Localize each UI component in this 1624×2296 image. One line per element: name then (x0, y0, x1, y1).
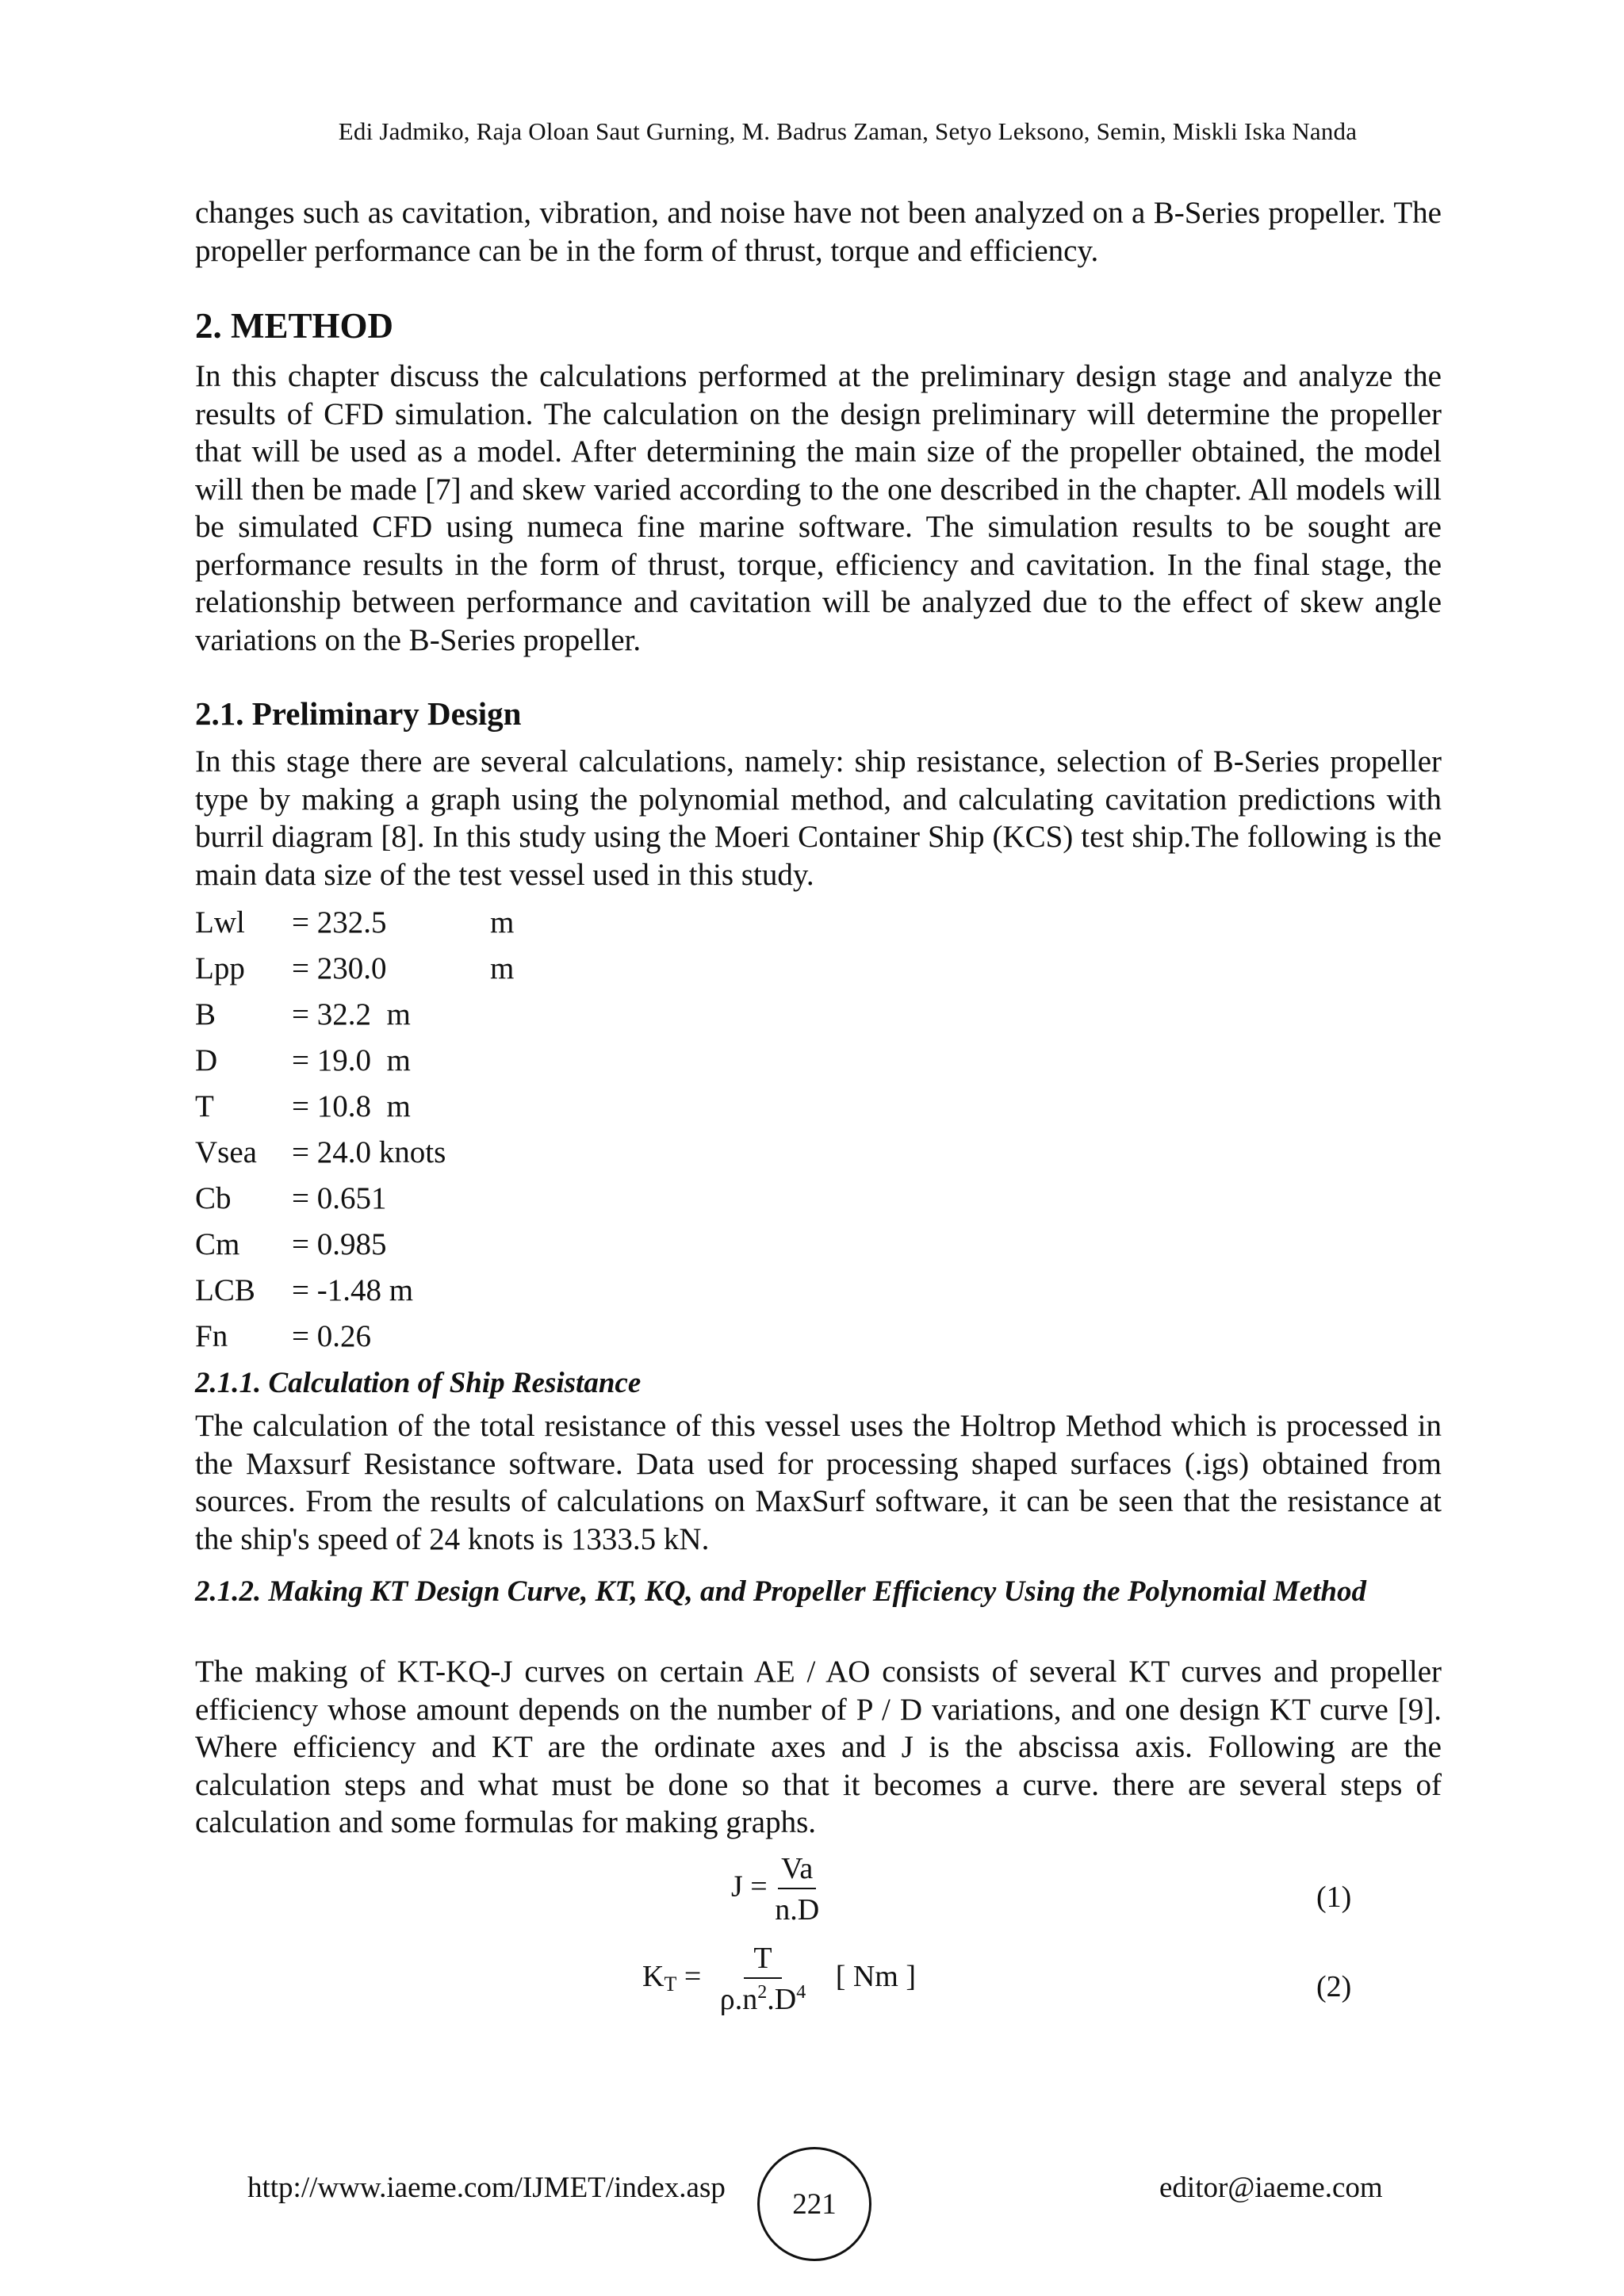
ship-data-label: Fn (195, 1319, 228, 1353)
ship-data-unit: m (490, 905, 515, 939)
page-number: 221 (792, 2187, 837, 2221)
ship-data-value: = 0.651 (292, 1181, 387, 1215)
method-text: In this chapter discuss the calculations performed at the preliminary design stage and analyze the results of CFD simulation. The calculation on the design preliminary will determine the propeller that will be used as a model. After determining the main size of the propeller obtained, the model will then be made [7] and skew varied according to the one described in the chapter. All models will be simulated CFD using numeca fine marine software. The simulation results to be sought are performance results in the form of thrust, torque, efficiency and cavitation. In the final stage, the relationship between performance and cavitation will be analyzed due to the effect of skew angle variations on the B-Series propeller. (195, 359, 1442, 657)
ship-data-value: = 24.0 knots (292, 1135, 446, 1169)
section-heading-method: 2. METHOD (195, 306, 394, 346)
eq1-lhs: J = (731, 1869, 768, 1904)
equation-2 (642, 1941, 916, 2017)
ship-data-value: = 230.0 (292, 951, 387, 985)
ship-data-label: T (195, 1089, 214, 1123)
footer-url-link[interactable]: http://www.iaeme.com/IJMET/index.asp (247, 2172, 726, 2204)
ship-data-value: = 32.2 m (292, 997, 411, 1031)
subsection-heading-prelim: 2.1. Preliminary Design (195, 695, 522, 732)
method-body (195, 358, 1442, 659)
eq2-numerator: T (744, 1941, 781, 1979)
subsubsection-heading-resistance: 2.1.1. Calculation of Ship Resistance (195, 1367, 642, 1399)
ship-data-list (195, 900, 750, 1360)
ship-data-row (195, 992, 750, 1038)
eq2-denominator: $\rho.n^2.D^4$ (719, 1982, 806, 2016)
footer-email-link[interactable]: editor@iaeme.com (1159, 2172, 1383, 2204)
ship-data-row (195, 1268, 750, 1314)
ship-data-row (195, 1038, 750, 1084)
ship-data-value: = 232.5 (292, 905, 387, 939)
equation-1-number: (1) (1316, 1881, 1352, 1914)
prelim-section (195, 695, 1442, 733)
ship-data-label: Cb (195, 1181, 232, 1215)
ship-data-label: Cm (195, 1227, 240, 1261)
ship-data-value: = -1.48 m (292, 1273, 414, 1307)
ship-data-label: LCB (195, 1273, 255, 1307)
running-header: Edi Jadmiko, Raja Oloan Saut Gurning, M. Badrus Zaman, Setyo Leksono, Semin, Miskli Iska Nanda (338, 117, 1358, 145)
eq2-unit: [ Nm ] (835, 1959, 917, 1993)
ship-data-row (195, 1130, 750, 1176)
ship-data-row (195, 900, 750, 946)
eq2-fraction (720, 1941, 806, 2017)
ship-data-value: = 19.0 m (292, 1043, 411, 1077)
intro-paragraph-tail (195, 194, 1442, 270)
kt-section (195, 1574, 1432, 1610)
ship-data-label: Lpp (195, 951, 245, 985)
intro-text: changes such as cavitation, vibration, and noise have not been analyzed on a B-Series propeller. The propeller performance can be in the form of thrust, torque and efficiency. (195, 196, 1442, 268)
ship-data-row (195, 1222, 750, 1268)
ship-data-label: Lwl (195, 905, 245, 939)
ship-data-unit: m (490, 951, 515, 985)
ship-data-value: = 0.985 (292, 1227, 387, 1261)
ship-data-label: D (195, 1043, 218, 1077)
eq1-denominator: n.D (775, 1893, 820, 1927)
ship-data-row (195, 946, 750, 992)
prelim-body (195, 743, 1442, 894)
resistance-section (195, 1365, 1442, 1402)
ship-data-label: B (195, 997, 216, 1031)
ship-data-value: = 0.26 (292, 1319, 371, 1353)
equation-2-number: (2) (1316, 1970, 1352, 2003)
kt-body (195, 1653, 1442, 1842)
ship-data-row (195, 1314, 750, 1360)
method-section (195, 305, 1442, 346)
equation-1 (731, 1851, 819, 1927)
ship-data-row (195, 1084, 750, 1130)
ship-data-label: Vsea (195, 1135, 257, 1169)
eq1-numerator: Va (778, 1851, 816, 1889)
resistance-body (195, 1407, 1442, 1558)
resistance-text: The calculation of the total resistance of this vessel uses the Holtrop Method which is processed in the Maxsurf Resistance software. Data used for processing shaped surfaces (.igs) obtained from sources. From the results of calculations on MaxSurf software, it can be seen that the resistance at the ship's speed of 24 knots is 1333.5 kN. (195, 1409, 1442, 1556)
ship-data-value: = 10.8 m (292, 1089, 411, 1123)
subsubsection-heading-kt: 2.1.2. Making KT Design Curve, KT, KQ, and Propeller Efficiency Using the Polynomial Method (195, 1575, 1366, 1608)
eq2-lhs: $K_T$ = (642, 1959, 702, 1996)
page-number-circle (757, 2147, 871, 2261)
kt-text: The making of KT-KQ-J curves on certain AE / AO consists of several KT curves and propeller efficiency whose amount depends on the number of P / D variations, and one design KT curve [9]. Where efficiency and KT are the ordinate axes and J is the abscissa axis. Following are the calculation steps and what must be done so that it becomes a curve. there are several steps of calculation and some formulas for making graphs. (195, 1655, 1442, 1839)
eq1-fraction (775, 1851, 819, 1927)
prelim-text: In this stage there are several calculations, namely: ship resistance, selection of B-Series propeller type by making a graph using the polynomial method, and calculating cavitation predictions with burril diagram [8]. In this study using the Moeri Container Ship (KCS) test ship.The following is the main data size of the test vessel used in this study. (195, 744, 1442, 892)
ship-data-row (195, 1176, 750, 1222)
